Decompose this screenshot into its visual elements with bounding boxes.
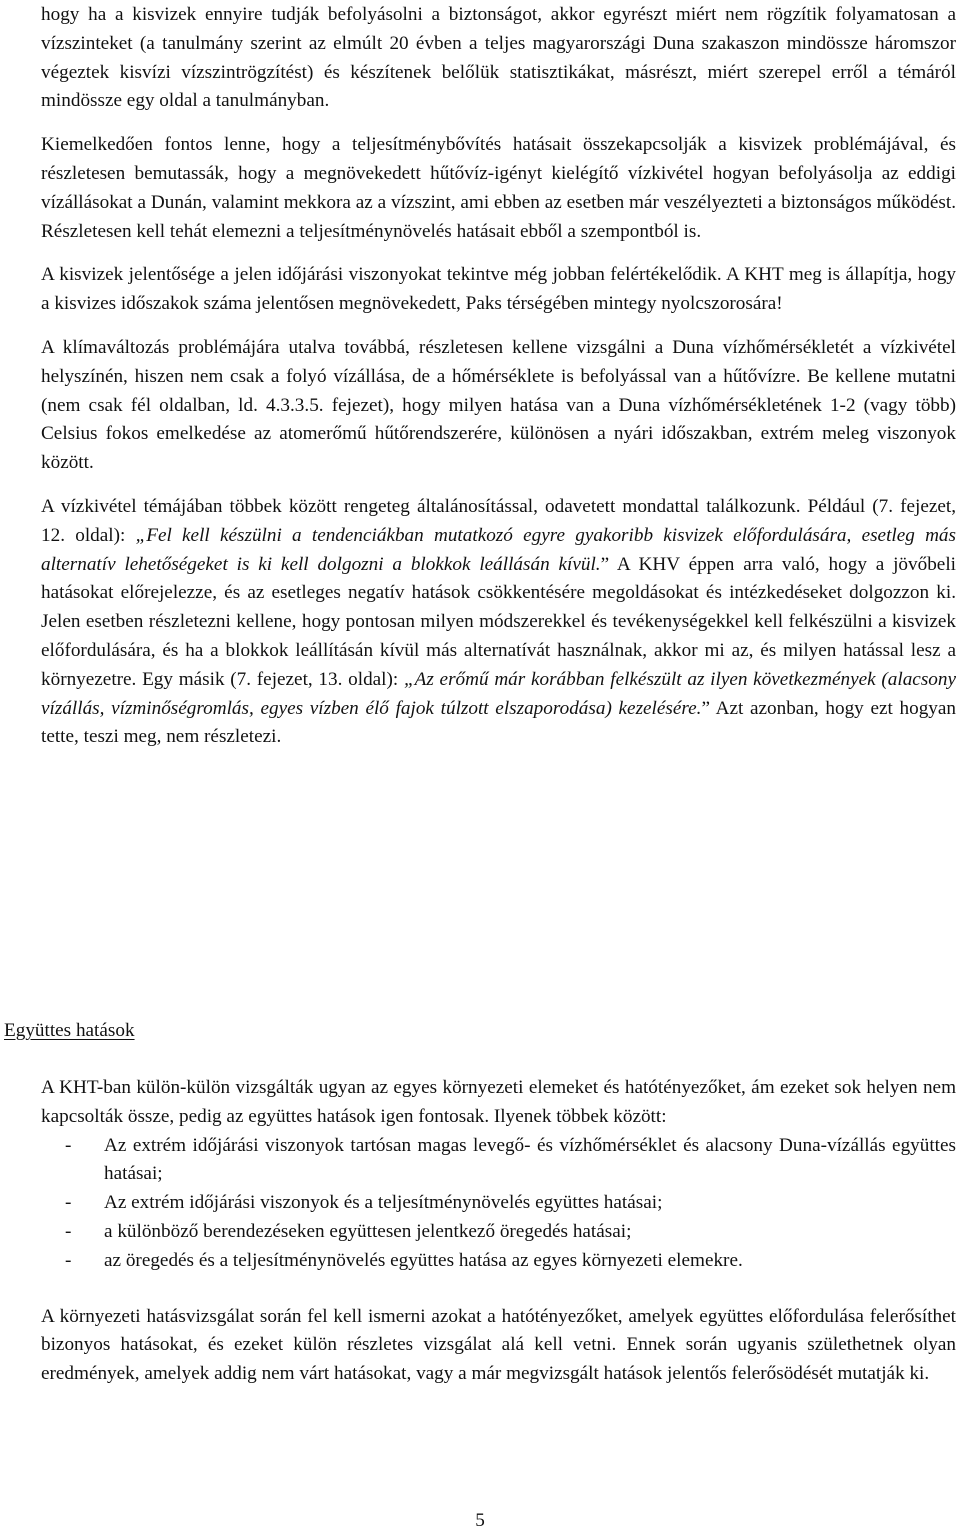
- list-item: [41, 1218, 956, 1247]
- document-body: [41, 0, 956, 752]
- effects-list: [41, 1132, 956, 1276]
- page-number: 5: [475, 1510, 485, 1531]
- list-item-text: a különböző berendezéseken együttesen jelentkező öregedés hatásai;: [104, 1220, 632, 1242]
- paragraph-4: A klímaváltozás problémájára utalva továbbá, részletesen kellene vizsgálni a Duna vízhőmérsékletét a vízkivétel helyszínén, hiszen nem csak a folyó vízállása, de a hőmérséklete is befolyással van a hűtővízre. Be kellene mutatni (nem csak fél oldalban, ld. 4.3.3.5. fejezet), hogy milyen hatása van a Duna vízhőmérsékletének 1-2 (vagy több) Celsius fokos emelkedése az atomerőmű hűtőrendszerére, különösen a nyári időszakban, extrém meleg viszonyok között.: [41, 336, 956, 474]
- section-intro: A KHT-ban külön-külön vizsgálták ugyan az egyes környezeti elemeket és hatótényezőket, ám ezeket sok helyen nem kapcsolták össze, pedig az együttes hatások igen fontosak. Ilyenek többek között:: [41, 1077, 956, 1127]
- paragraph-5-text-b: ” A KHV éppen arra való, hogy a jövőbeli hatásokat előrejelezze, és az esetleges negatív hatások csökkentésére megoldásokat és intézkedéseket dolgozzon ki. Jelen esetben részletezni kellene, hogy pontosan milyen módszerekkel és tevékenységekkel kell felkészülni a kisvizek előfordulására, és ha a blokkok leállításán kívül más alternatívát használnak, akkor mi az, és milyen hatással lesz a környezetre. Egy másik (7. fejezet, 13. oldal):: [41, 553, 956, 690]
- paragraph-1: hogy ha a kisvizek ennyire tudják befolyásolni a biztonságot, akkor egyrészt miért nem rögzítik folyamatosan a vízszinteket (a tanulmány szerint az elmúlt 20 évben a teljes magyarországi Duna szakaszon mindössze háromszor végeztek kisvízi vízszintrögzítést) és készítenek belőlük statisztikákat, másrészt, miért szerepel erről a témáról mindössze egy oldal a tanulmányban.: [41, 4, 956, 112]
- section-heading: Együttes hatások: [4, 1020, 135, 1041]
- list-item-text: Az extrém időjárási viszonyok és a teljesítménynövelés együttes hatásai;: [104, 1192, 663, 1214]
- dash-bullet: -: [65, 1220, 72, 1242]
- section-combined-effects: [41, 1074, 956, 1389]
- paragraph-5-text-c: ” Azt azonban, hogy ezt hogyan tette, teszi meg, nem részletezi.: [41, 697, 956, 748]
- quote-2: „Az erőmű már korábban felkészült az ilyen következmények (alacsony vízállás, vízminőségromlás, egyes vízben élő fajok túlzott elszaporodása) kezelésére.: [41, 668, 956, 719]
- paragraph-5: [41, 493, 956, 752]
- quote-1: „Fel kell készülni a tendenciákban mutatkozó egyre gyakoribb kisvizek előfordulására, esetleg más alternatív lehetőségeket is ki kell dolgozni a blokkok leállásán kívül.: [41, 524, 956, 575]
- dash-bullet: -: [65, 1134, 72, 1156]
- section-closing: A környezeti hatásvizsgálat során fel kell ismerni azokat a hatótényezőket, amelyek együttes előfordulása felerősíthet bizonyos hatásokat, és ezeket külön részletes vizsgálat alá kell vetni. Ennek során ugyanis születhetnek olyan eredmények, amelyek addig nem várt hatásokat, vagy a már megvizsgált hatások jelentős felerősödését mutatják ki.: [41, 1305, 956, 1385]
- list-item: [41, 1132, 956, 1190]
- paragraph-5-text-a: A vízkivétel témájában többek között rengeteg általánosítással, odavetett mondattal találkozunk. Például (7. fejezet, 12. oldal):: [41, 495, 956, 546]
- paragraph-2: Kiemelkedően fontos lenne, hogy a teljesítménybővítés hatásait összekapcsolják a kisvizek problémájával, és részletesen bemutassák, hogy a megnövekedett hűtővíz-igényt kielégítő vízkivétel hogyan befolyásolja az eddigi vízállásokat a Dunán, valamint mekkora az a vízszint, ami ebben az esetben már veszélyezteti a biztonságos működést. Részletesen kell tehát elemezni a teljesítménynövelés hatásait ebből a szempontból is.: [41, 134, 956, 242]
- dash-bullet: -: [65, 1249, 72, 1271]
- list-item-text: az öregedés és a teljesítménynövelés együttes hatása az egyes környezeti elemekre.: [104, 1249, 743, 1271]
- paragraph-3: A kisvizek jelentősége a jelen időjárási viszonyokat tekintve még jobban felértékelődik. A KHT meg is állapítja, hogy a kisvizes időszakok száma jelentősen megnövekedett, Paks térségében mintegy nyolcszorosára!: [41, 264, 956, 315]
- list-item: [41, 1189, 956, 1218]
- dash-bullet: -: [65, 1192, 72, 1214]
- list-item: [41, 1247, 956, 1276]
- list-item-text: Az extrém időjárási viszonyok tartósan magas levegő- és vízhőmérséklet és alacsony Duna-vízállás együttes hatásai;: [104, 1134, 956, 1185]
